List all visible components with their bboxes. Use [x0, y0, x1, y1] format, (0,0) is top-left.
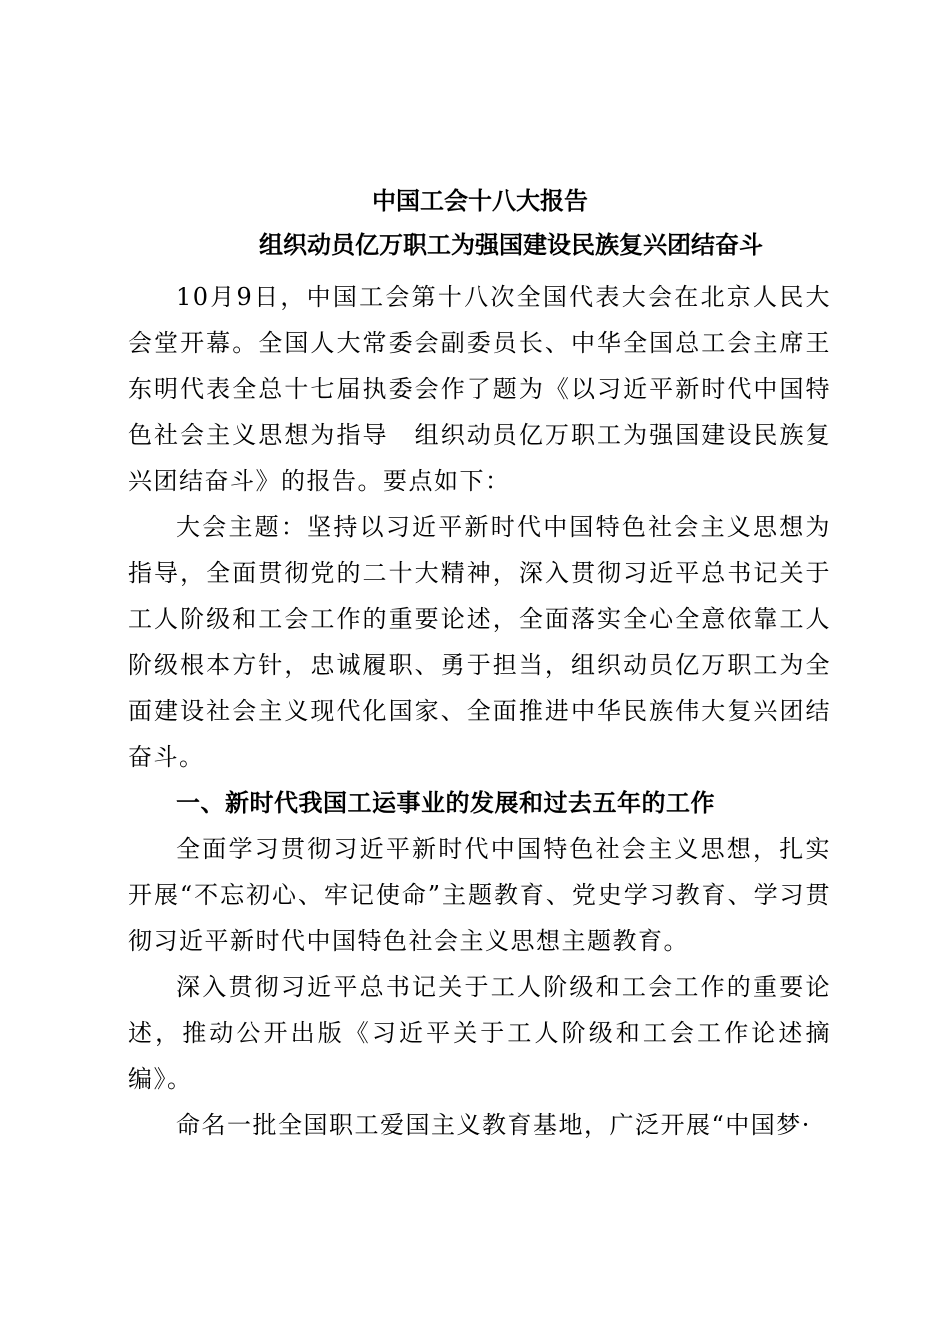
- document-title: 中国工会十八大报告: [372, 186, 588, 215]
- document-body: [128, 274, 831, 1148]
- document-subtitle: 组织动员亿万职工为强国建设民族复兴团结奋斗: [259, 230, 763, 259]
- theme-paragraph: 大会主题：坚持以习近平新时代中国特色社会主义思想为指导，全面贯彻党的二十大精神，深入贯彻习近平总书记关于工人阶级和工会工作的重要论述，全面落实全心全意依靠工人阶级根本方针，忠诚履职、勇于担当，组织动员亿万职工为全面建设社会主义现代化国家、全面推进中华民族伟大复兴团结奋斗。: [128, 513, 831, 771]
- section-paragraph: 全面学习贯彻习近平新时代中国特色社会主义思想，扎实开展“不忘初心、牢记使命”主题教育、党史学习教育、学习贯彻习近平新时代中国特色社会主义思想主题教育。: [128, 835, 831, 955]
- section-paragraph: 深入贯彻习近平总书记关于工人阶级和工会工作的重要论述，推动公开出版《习近平关于工人阶级和工会工作论述摘编》。: [128, 973, 831, 1093]
- section-heading: 一、新时代我国工运事业的发展和过去五年的工作: [176, 788, 715, 817]
- section-paragraph: 命名一批全国职工爱国主义教育基地，广泛开展“中国梦·: [176, 1111, 811, 1139]
- intro-paragraph: 10月9日，中国工会第十八次全国代表大会在北京人民大会堂开幕。全国人大常委会副委员长、中华全国总工会主席王东明代表全总十七届执委会作了题为《以习近平新时代中国特色社会主义思想为指导 组织动员亿万职工为强国建设民族复兴团结奋斗》的报告。要点如下：: [128, 283, 831, 495]
